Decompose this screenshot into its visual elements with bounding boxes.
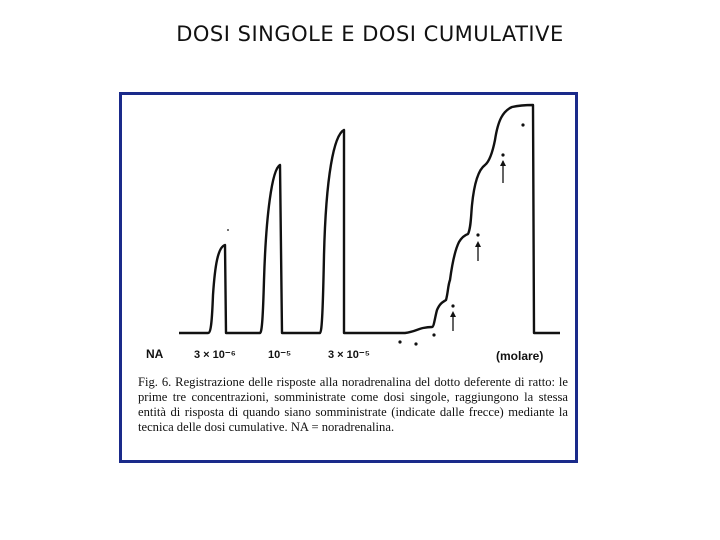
dose-arrow-1 [450, 311, 456, 331]
dose-dot [398, 340, 401, 343]
dose-label-3: 3 × 10⁻⁵ [328, 349, 370, 361]
dose-dot [521, 123, 524, 126]
dose-arrow-2 [475, 241, 481, 261]
recording-trace [179, 105, 560, 333]
units-label: (molare) [496, 349, 544, 363]
figure-frame [119, 92, 578, 463]
dose-dot [432, 333, 435, 336]
na-label: NA [146, 347, 164, 361]
dose-dot [414, 342, 417, 345]
dose-label-1: 3 × 10⁻⁶ [194, 349, 236, 361]
dose-label-2: 10⁻⁵ [268, 349, 292, 361]
dose-dot [227, 229, 229, 231]
dose-arrow-3 [500, 160, 506, 183]
figure-caption: Fig. 6. Registrazione delle risposte alla noradrenalina del dotto deferente di ratto: le prime tre concentrazioni, somministrate come dosi singole, raggiungono la stessa entità di risposta di quando siano somministrate (indicate dalle frecce) mediante la tecnica delle dosi cumulative. NA = noradrenalina. [138, 375, 568, 434]
dose-dot [476, 233, 479, 236]
dose-dot [501, 153, 504, 156]
slide-title: DOSI SINGOLE E DOSI CUMULATIVE [176, 22, 564, 46]
dose-dot [451, 304, 454, 307]
